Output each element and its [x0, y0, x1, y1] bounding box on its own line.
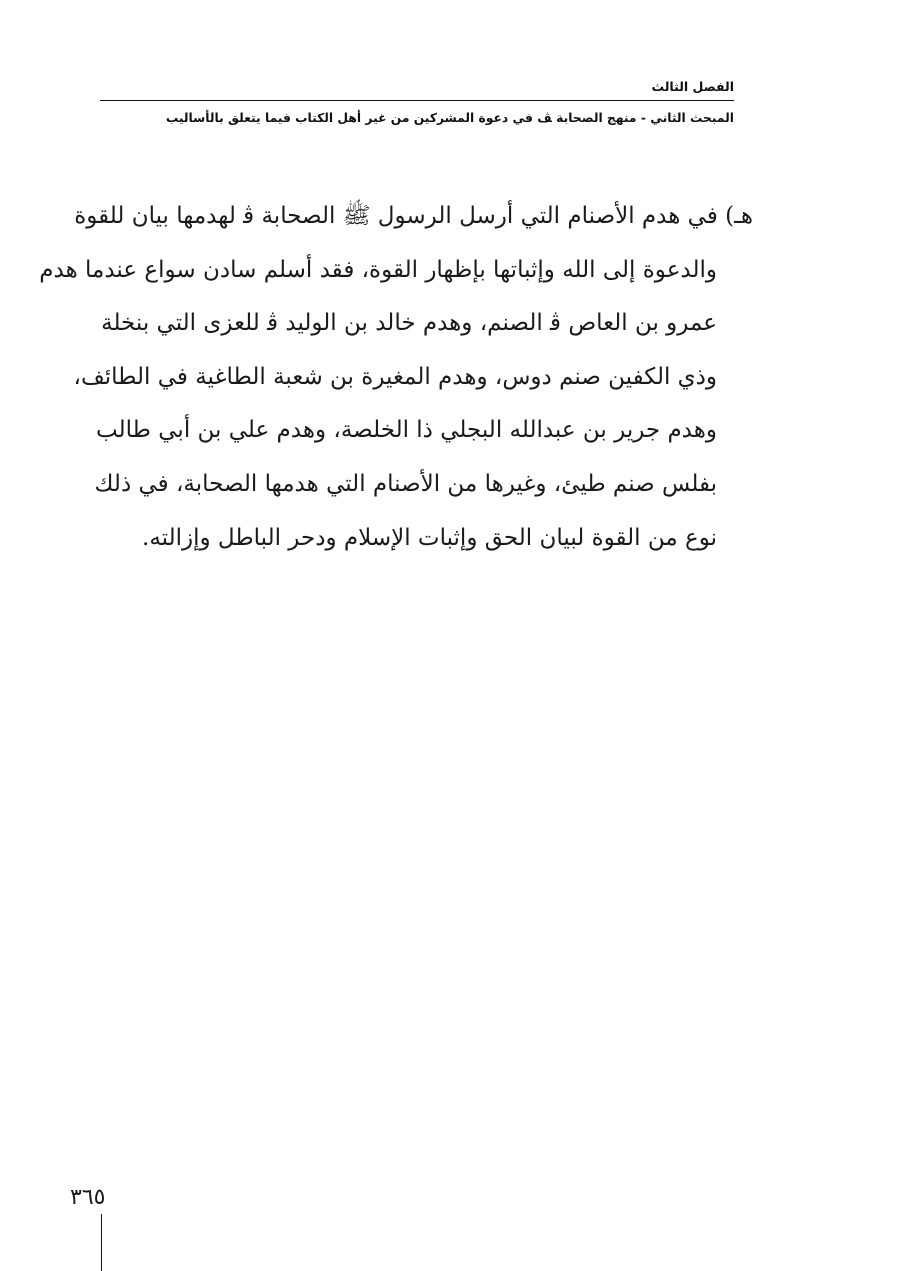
paragraph-line: عمرو بن العاص ﭬ الصنم، وهدم خالد بن الوليد ﭬ للعزى التي بنخلة — [101, 310, 717, 337]
paragraph-line: والدعوة إلى الله وإثباتها بإظهار القوة، فقد أسلم سادن سواع عندما هدم — [39, 256, 717, 283]
header-rule — [100, 100, 734, 101]
running-header — [100, 78, 734, 128]
paragraph-line: نوع من القوة لبيان الحق وإثبات الإسلام ودحر الباطل وإزالته. — [142, 524, 717, 551]
page-number: ٣٦٥ — [70, 1185, 106, 1210]
section-title: المبحث الثاني - منهج الصحابة ﭫ في دعوة المشركين من غير أهل الكتاب فيما يتعلق بالأساليب — [165, 111, 734, 125]
paragraph-line — [74, 190, 753, 244]
paragraph-line: وهدم جرير بن عبدالله البجلي ذا الخلصة، وهدم علي بن أبي طالب — [96, 417, 717, 444]
paragraph-line-text: في هدم الأصنام التي أرسل الرسول ﷺ الصحابة ﭬ لهدمها بيان للقوة — [74, 203, 718, 229]
paragraph-label: هـ) — [725, 203, 753, 229]
paragraph-line: بفلس صنم طيئ، وغيرها من الأصنام التي هدمها الصحابة، في ذلك — [94, 470, 717, 497]
margin-rule — [101, 1214, 102, 1271]
paragraph-line: وذي الكفين صنم دوس، وهدم المغيرة بن شعبة الطاغية في الطائف، — [73, 363, 717, 390]
chapter-title: الفصل الثالث — [651, 79, 734, 94]
body-paragraph — [39, 190, 753, 565]
